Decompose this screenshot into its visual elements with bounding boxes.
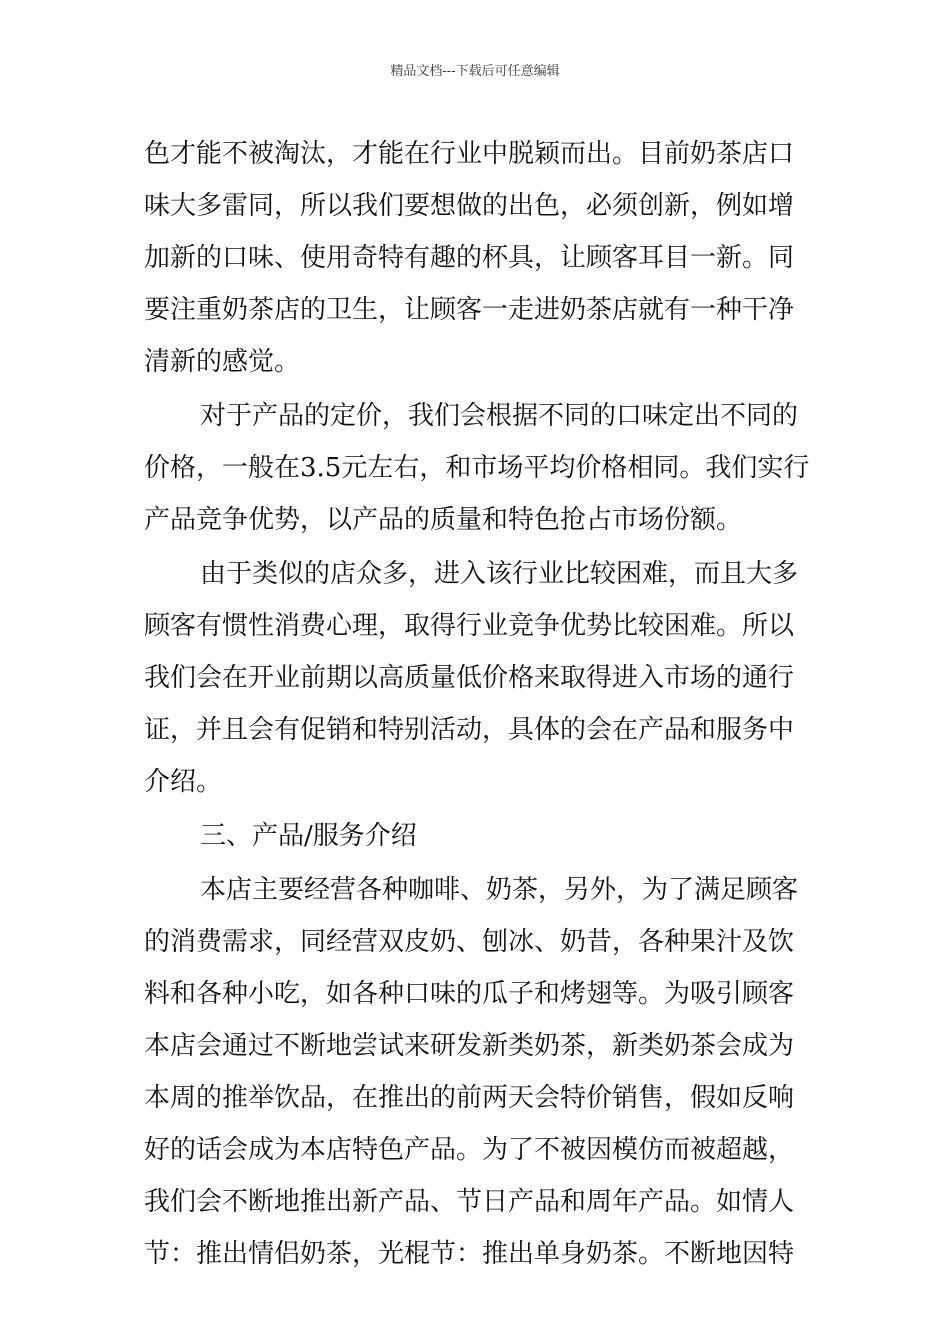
text-line: 好的话会成为本店特色产品。为了不被因模仿而被超越， <box>144 1135 795 1165</box>
text-line: 本周的推举饮品，在推出的前两天会特价销售，假如反响 <box>144 1083 795 1113</box>
text-line: 本店主要经营各种咖啡、奶茶，另外，为了满足顾客 <box>200 875 799 905</box>
text-line: 加新的口味、使用奇特有趣的杯具，让顾客耳目一新。同 <box>144 243 795 273</box>
text-line: 介绍。 <box>144 767 223 797</box>
section-heading-text: 三、产品/服务介绍 <box>200 821 417 851</box>
document-body <box>144 128 809 1280</box>
text-line: 料和各种小吃，如各种口味的瓜子和烤翅等。为吸引顾客 <box>144 979 795 1009</box>
paragraph <box>144 548 809 808</box>
text-line: 要注重奶茶店的卫生，让顾客一走进奶茶店就有一种干净 <box>144 295 795 325</box>
text-line: 色才能不被淘汰，才能在行业中脱颖而出。目前奶茶店口 <box>144 139 795 169</box>
text-line: 本店会通过不断地尝试来研发新类奶茶，新类奶茶会成为 <box>144 1031 795 1061</box>
section-heading <box>144 810 809 862</box>
text-line: 产品竞争优势，以产品的质量和特色抢占市场份额。 <box>144 505 743 535</box>
text-line: 节：推出情侣奶茶，光棍节：推出单身奶茶。不断地因特 <box>144 1239 795 1269</box>
text-line: 的消费需求，同经营双皮奶、刨冰、奶昔，各种果汁及饮 <box>144 927 795 957</box>
text-line: 对于产品的定价，我们会根据不同的口味定出不同的 <box>200 401 799 431</box>
text-line: 顾客有惯性消费心理，取得行业竞争优势比较困难。所以 <box>144 611 795 641</box>
text-line: 证，并且会有促销和特别活动，具体的会在产品和服务中 <box>144 715 795 745</box>
paragraph <box>144 128 809 388</box>
text-line: 由于类似的店众多，进入该行业比较困难，而且大多 <box>200 559 799 589</box>
paragraph <box>144 864 809 1280</box>
page-header: 精品文档---下载后可任意编辑 <box>390 64 560 79</box>
text-line: 味大多雷同，所以我们要想做的出色，必须创新，例如增 <box>144 191 795 221</box>
text-line: 我们会在开业前期以高质量低价格来取得进入市场的通行 <box>144 663 795 693</box>
text-line: 价格，一般在3.5元左右，和市场平均价格相同。我们实行 <box>144 453 809 483</box>
text-line: 我们会不断地推出新产品、节日产品和周年产品。如情人 <box>144 1187 795 1217</box>
paragraph <box>144 390 809 546</box>
text-line: 清新的感觉。 <box>144 347 301 377</box>
